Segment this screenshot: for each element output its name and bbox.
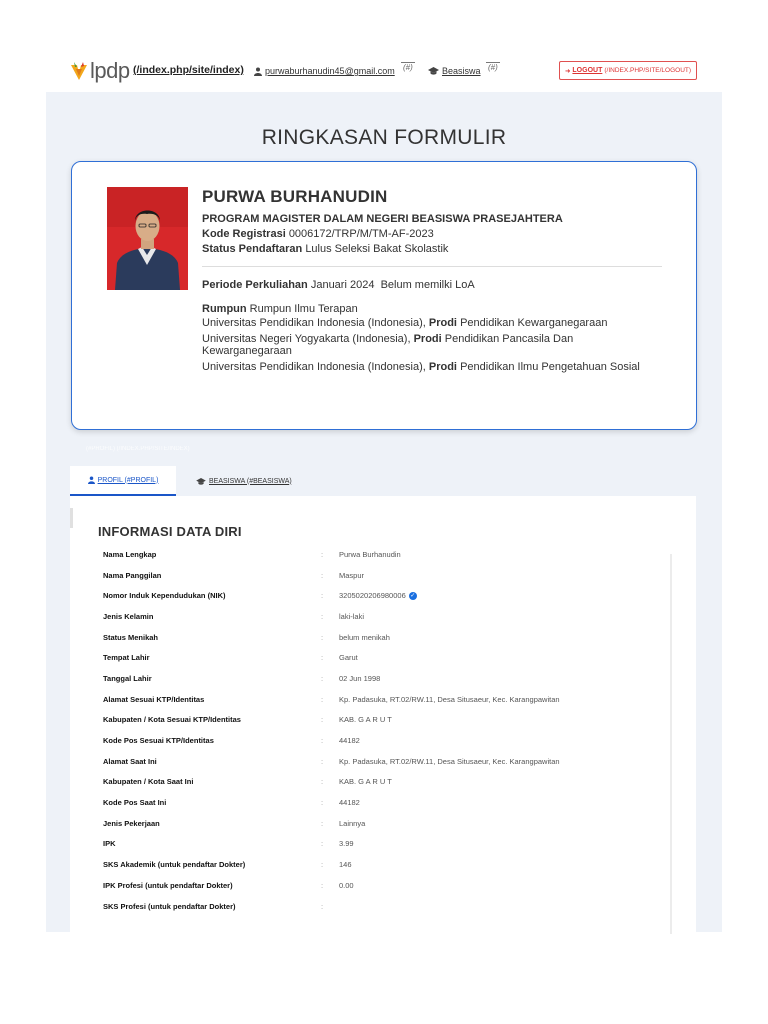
row-separator: :	[321, 777, 324, 787]
row-label: Jenis Kelamin	[103, 611, 154, 621]
row-label: Nomor Induk Kependudukan (NIK)	[103, 591, 226, 601]
row-value-text: 3.99	[339, 839, 354, 849]
faint-profile-link[interactable]: (#PROFIL) (/INDEX.PHP/SITE/INDEX)	[86, 446, 190, 452]
row-value	[339, 819, 365, 828]
row-separator: :	[321, 901, 324, 911]
row-separator: :	[321, 818, 324, 828]
row-value-text: Kp. Padasuka, RT.02/RW.11, Desa Situsaeur, Kec. Karangpawitan	[339, 694, 560, 704]
tab-profil-label: PROFIL (#PROFIL)	[97, 476, 159, 484]
page-title: RINGKASAN FORMULIR	[261, 126, 507, 149]
university-name: Universitas Pendidikan Indonesia (Indonesia),	[202, 317, 426, 329]
program-name: PROGRAM MAGISTER DALAM NEGERI BEASISWA PRASEJAHTERA	[202, 213, 563, 225]
row-value	[339, 612, 364, 621]
row-value-text: Garut	[339, 653, 358, 663]
logout-path: (/INDEX.PHP/SITE/LOGOUT)	[604, 67, 692, 74]
table-row	[103, 834, 673, 855]
row-value-text: Lainnya	[339, 818, 366, 828]
table-row	[103, 544, 673, 565]
row-value-text: KAB. G A R U T	[339, 715, 392, 725]
row-value-text: laki-laki	[339, 611, 365, 621]
hash-link[interactable]: (#)	[488, 63, 498, 72]
row-value-text: 146	[339, 860, 352, 870]
row-label: Kabupaten / Kota Sesuai KTP/Identitas	[103, 715, 241, 725]
prodi-label: Prodi	[428, 317, 457, 329]
beasiswa-nav-label: Beasiswa	[442, 66, 481, 76]
row-label: Tanggal Lahir	[103, 673, 152, 683]
row-value-text: 44182	[339, 736, 360, 746]
row-value-text: Purwa Burhanudin	[339, 549, 401, 559]
row-label: Nama Panggilan	[103, 570, 162, 580]
divider	[202, 266, 662, 267]
study-period	[202, 279, 662, 291]
row-separator: :	[321, 611, 324, 621]
row-value	[339, 550, 401, 559]
rumpun	[202, 303, 662, 315]
prodi-name: Pendidikan Pancasila Dan Kewarganegaraan	[202, 333, 574, 357]
home-link[interactable]: (/index.php/site/index)	[133, 64, 244, 76]
row-value	[339, 798, 360, 807]
row-value-text: 44182	[339, 798, 360, 808]
row-label: IPK	[103, 839, 116, 849]
table-row	[103, 730, 673, 751]
university-name: Universitas Negeri Yogyakarta (Indonesia),	[202, 333, 411, 345]
row-separator: :	[321, 839, 324, 849]
row-label: Tempat Lahir	[103, 653, 150, 663]
table-row	[103, 792, 673, 813]
row-label: IPK Profesi (untuk pendaftar Dokter)	[103, 880, 233, 890]
user-icon	[254, 67, 262, 76]
row-value	[339, 839, 354, 848]
scrollbar[interactable]	[670, 554, 672, 934]
summary-info	[202, 187, 662, 373]
university-name: Universitas Pendidikan Indonesia (Indonesia),	[202, 361, 426, 373]
row-value	[339, 757, 560, 766]
row-label: SKS Profesi (untuk pendaftar Dokter)	[103, 901, 236, 911]
data-table	[103, 544, 673, 916]
table-row	[103, 647, 673, 668]
logout-label: LOGOUT	[572, 67, 603, 74]
registration-code-label: Kode Registrasi	[202, 228, 286, 240]
top-navbar	[0, 0, 768, 92]
row-separator: :	[321, 860, 324, 870]
profile-photo	[107, 187, 188, 290]
row-separator: :	[321, 673, 324, 683]
row-separator: :	[321, 736, 324, 746]
tab-profil[interactable]	[70, 466, 176, 496]
registration-code-value: 0006172/TRP/M/TM-AF-2023	[288, 228, 434, 240]
logo-text: lpdp	[90, 58, 130, 83]
row-value	[339, 881, 354, 890]
row-separator: :	[321, 549, 324, 559]
row-value-text: Kp. Padasuka, RT.02/RW.11, Desa Situsaeur, Kec. Karangpawitan	[339, 756, 560, 766]
row-separator: :	[321, 591, 324, 601]
row-separator: :	[321, 756, 324, 766]
row-value	[339, 571, 364, 580]
main-content	[46, 92, 722, 932]
row-label: Kode Pos Saat Ini	[103, 798, 167, 808]
study-period-value: Januari 2024	[310, 279, 375, 291]
row-value	[339, 695, 560, 704]
row-label: SKS Akademik (untuk pendaftar Dokter)	[103, 860, 246, 870]
panel-title: INFORMASI DATA DIRI	[98, 524, 242, 539]
user-icon	[88, 476, 95, 484]
hash-link[interactable]: (#)	[403, 63, 413, 72]
logout-button[interactable]	[559, 61, 697, 80]
user-email: purwaburhanudin45@gmail.com	[265, 66, 395, 76]
row-value-text: 3205020206980006	[339, 591, 406, 601]
rumpun-value: Rumpun Ilmu Terapan	[249, 303, 358, 315]
table-row	[103, 896, 673, 917]
graduation-cap-icon	[428, 67, 439, 75]
registration-status	[202, 243, 662, 255]
tab-beasiswa-label: BEASISWA (#BEASISWA)	[209, 477, 292, 485]
row-label: Kode Pos Sesuai KTP/Identitas	[103, 736, 214, 746]
graduation-cap-icon	[196, 478, 206, 485]
row-separator: :	[321, 798, 324, 808]
verified-check-icon: ✓	[410, 593, 416, 600]
prodi-label: Prodi	[428, 361, 457, 373]
row-value-text: 0.00	[339, 880, 354, 890]
row-label: Status Menikah	[103, 632, 159, 642]
row-value	[339, 653, 358, 662]
prodi-name: Pendidikan Ilmu Pengetahuan Sosial	[460, 361, 640, 373]
table-row	[103, 875, 673, 896]
table-row	[103, 813, 673, 834]
row-label: Alamat Sesuai KTP/Identitas	[103, 694, 205, 704]
beasiswa-nav-link[interactable]	[428, 66, 481, 76]
summary-card	[71, 161, 697, 430]
row-label: Jenis Pekerjaan	[103, 818, 160, 828]
tab-beasiswa[interactable]	[196, 466, 292, 496]
prodi-name: Pendidikan Kewarganegaraan	[460, 317, 608, 329]
loa-status: Belum memilki LoA	[380, 279, 475, 291]
table-row	[103, 854, 673, 875]
logout-icon: ➜	[564, 67, 571, 75]
row-separator: :	[321, 715, 324, 725]
row-separator: :	[321, 694, 324, 704]
row-separator: :	[321, 653, 324, 663]
row-value-text: 02 Jun 1998	[339, 673, 381, 683]
row-label: Nama Lengkap	[103, 549, 157, 559]
personal-data-panel	[70, 496, 696, 932]
row-value-text: KAB. G A R U T	[339, 777, 392, 787]
university-choice	[202, 361, 662, 373]
user-email-link[interactable]	[254, 66, 395, 76]
table-row	[103, 751, 673, 772]
row-value-text: belum menikah	[339, 632, 390, 642]
table-row	[103, 689, 673, 710]
table-row	[103, 772, 673, 793]
table-row	[103, 627, 673, 648]
study-period-label: Periode Perkuliahan	[202, 279, 308, 291]
registration-status-value: Lulus Seleksi Bakat Skolastik	[305, 243, 449, 255]
row-value	[339, 633, 390, 642]
row-value	[339, 674, 380, 683]
row-value	[339, 860, 352, 869]
row-value	[339, 736, 360, 745]
table-row	[103, 668, 673, 689]
row-value	[339, 777, 392, 786]
lpdp-emblem-icon	[70, 61, 88, 81]
panel-edge	[70, 508, 73, 528]
registration-status-label: Status Pendaftaran	[202, 243, 303, 255]
table-row	[103, 565, 673, 586]
university-choice	[202, 333, 662, 357]
row-label: Alamat Saat Ini	[103, 756, 157, 766]
row-separator: :	[321, 880, 324, 890]
applicant-name: PURWA BURHANUDIN	[202, 187, 388, 206]
table-row	[103, 606, 673, 627]
row-value-text: Maspur	[339, 570, 365, 580]
rumpun-label: Rumpun	[202, 303, 247, 315]
registration-code	[202, 228, 662, 240]
row-separator: :	[321, 570, 324, 580]
table-row	[103, 585, 673, 606]
lpdp-logo[interactable]	[70, 58, 130, 84]
table-row	[103, 710, 673, 731]
row-label: Kabupaten / Kota Saat Ini	[103, 777, 194, 787]
row-value	[339, 715, 392, 724]
row-value	[339, 591, 417, 600]
tab-bar	[70, 466, 670, 496]
university-choice	[202, 317, 662, 329]
prodi-label: Prodi	[413, 333, 442, 345]
row-separator: :	[321, 632, 324, 642]
